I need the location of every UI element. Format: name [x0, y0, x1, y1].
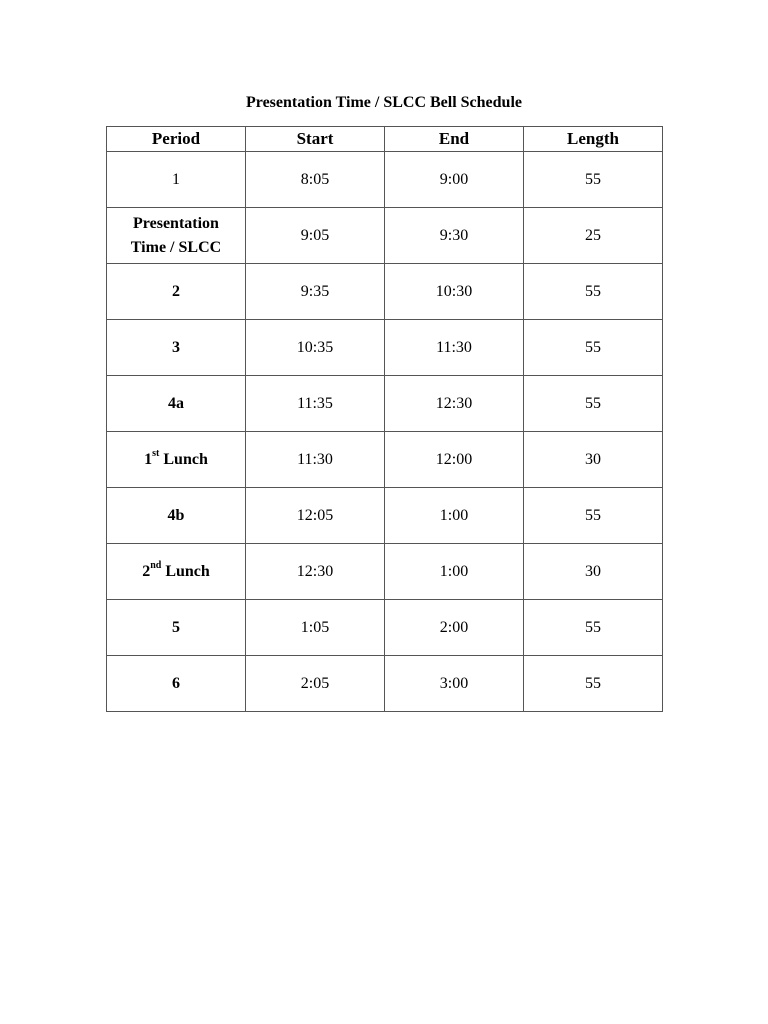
period-cell — [107, 376, 246, 432]
end-time-cell: 3:00 — [385, 656, 524, 712]
header-length: Length — [524, 127, 663, 152]
length-cell: 55 — [524, 264, 663, 320]
period-label: 2 — [142, 562, 151, 580]
bell-schedule-table — [106, 126, 663, 712]
table-header-row — [107, 127, 663, 152]
end-time-cell: 9:00 — [385, 152, 524, 208]
start-time-cell: 2:05 — [246, 656, 385, 712]
length-cell: 55 — [524, 600, 663, 656]
period-cell — [107, 544, 246, 600]
end-time-cell: 9:30 — [385, 208, 524, 264]
end-time-cell: 1:00 — [385, 488, 524, 544]
length-cell: 55 — [524, 376, 663, 432]
header-start: Start — [246, 127, 385, 152]
table-row — [107, 376, 663, 432]
start-time-cell: 9:05 — [246, 208, 385, 264]
period-label-rest: Lunch — [159, 450, 208, 468]
table-row — [107, 264, 663, 320]
end-time-cell: 10:30 — [385, 264, 524, 320]
period-label: 6 — [172, 674, 180, 692]
period-label: 3 — [172, 338, 180, 356]
start-time-cell: 10:35 — [246, 320, 385, 376]
period-label: Presentation Time / SLCC — [130, 214, 222, 256]
end-time-cell: 11:30 — [385, 320, 524, 376]
period-label: 1 — [172, 170, 180, 188]
table-row — [107, 544, 663, 600]
document-title: Presentation Time / SLCC Bell Schedule — [245, 94, 522, 111]
end-time-cell: 12:00 — [385, 432, 524, 488]
period-cell — [107, 208, 246, 264]
period-cell — [107, 600, 246, 656]
end-time-cell: 12:30 — [385, 376, 524, 432]
period-cell — [107, 656, 246, 712]
period-label: 4a — [168, 394, 184, 412]
length-cell: 25 — [524, 208, 663, 264]
table-row — [107, 320, 663, 376]
table-row — [107, 208, 663, 264]
period-label: 2 — [172, 282, 180, 300]
length-cell: 55 — [524, 152, 663, 208]
start-time-cell: 11:35 — [246, 376, 385, 432]
period-label: 5 — [172, 618, 180, 636]
period-label-rest: Lunch — [161, 562, 210, 580]
table-row — [107, 600, 663, 656]
period-cell — [107, 488, 246, 544]
header-period: Period — [107, 127, 246, 152]
start-time-cell: 11:30 — [246, 432, 385, 488]
end-time-cell: 1:00 — [385, 544, 524, 600]
start-time-cell: 12:05 — [246, 488, 385, 544]
length-cell: 55 — [524, 656, 663, 712]
start-time-cell: 9:35 — [246, 264, 385, 320]
length-cell: 30 — [524, 432, 663, 488]
length-cell: 30 — [524, 544, 663, 600]
period-label: 4b — [167, 506, 185, 524]
period-cell — [107, 152, 246, 208]
period-cell — [107, 432, 246, 488]
period-ordinal-suffix: st — [152, 448, 160, 460]
header-end: End — [385, 127, 524, 152]
period-cell — [107, 320, 246, 376]
period-label: 1 — [144, 450, 153, 468]
table-row — [107, 656, 663, 712]
period-ordinal-suffix: nd — [150, 560, 162, 572]
period-cell — [107, 264, 246, 320]
length-cell: 55 — [524, 488, 663, 544]
table-row — [107, 152, 663, 208]
end-time-cell: 2:00 — [385, 600, 524, 656]
start-time-cell: 1:05 — [246, 600, 385, 656]
start-time-cell: 12:30 — [246, 544, 385, 600]
table-row — [107, 488, 663, 544]
table-body — [107, 152, 663, 712]
length-cell: 55 — [524, 320, 663, 376]
start-time-cell: 8:05 — [246, 152, 385, 208]
table-row — [107, 432, 663, 488]
